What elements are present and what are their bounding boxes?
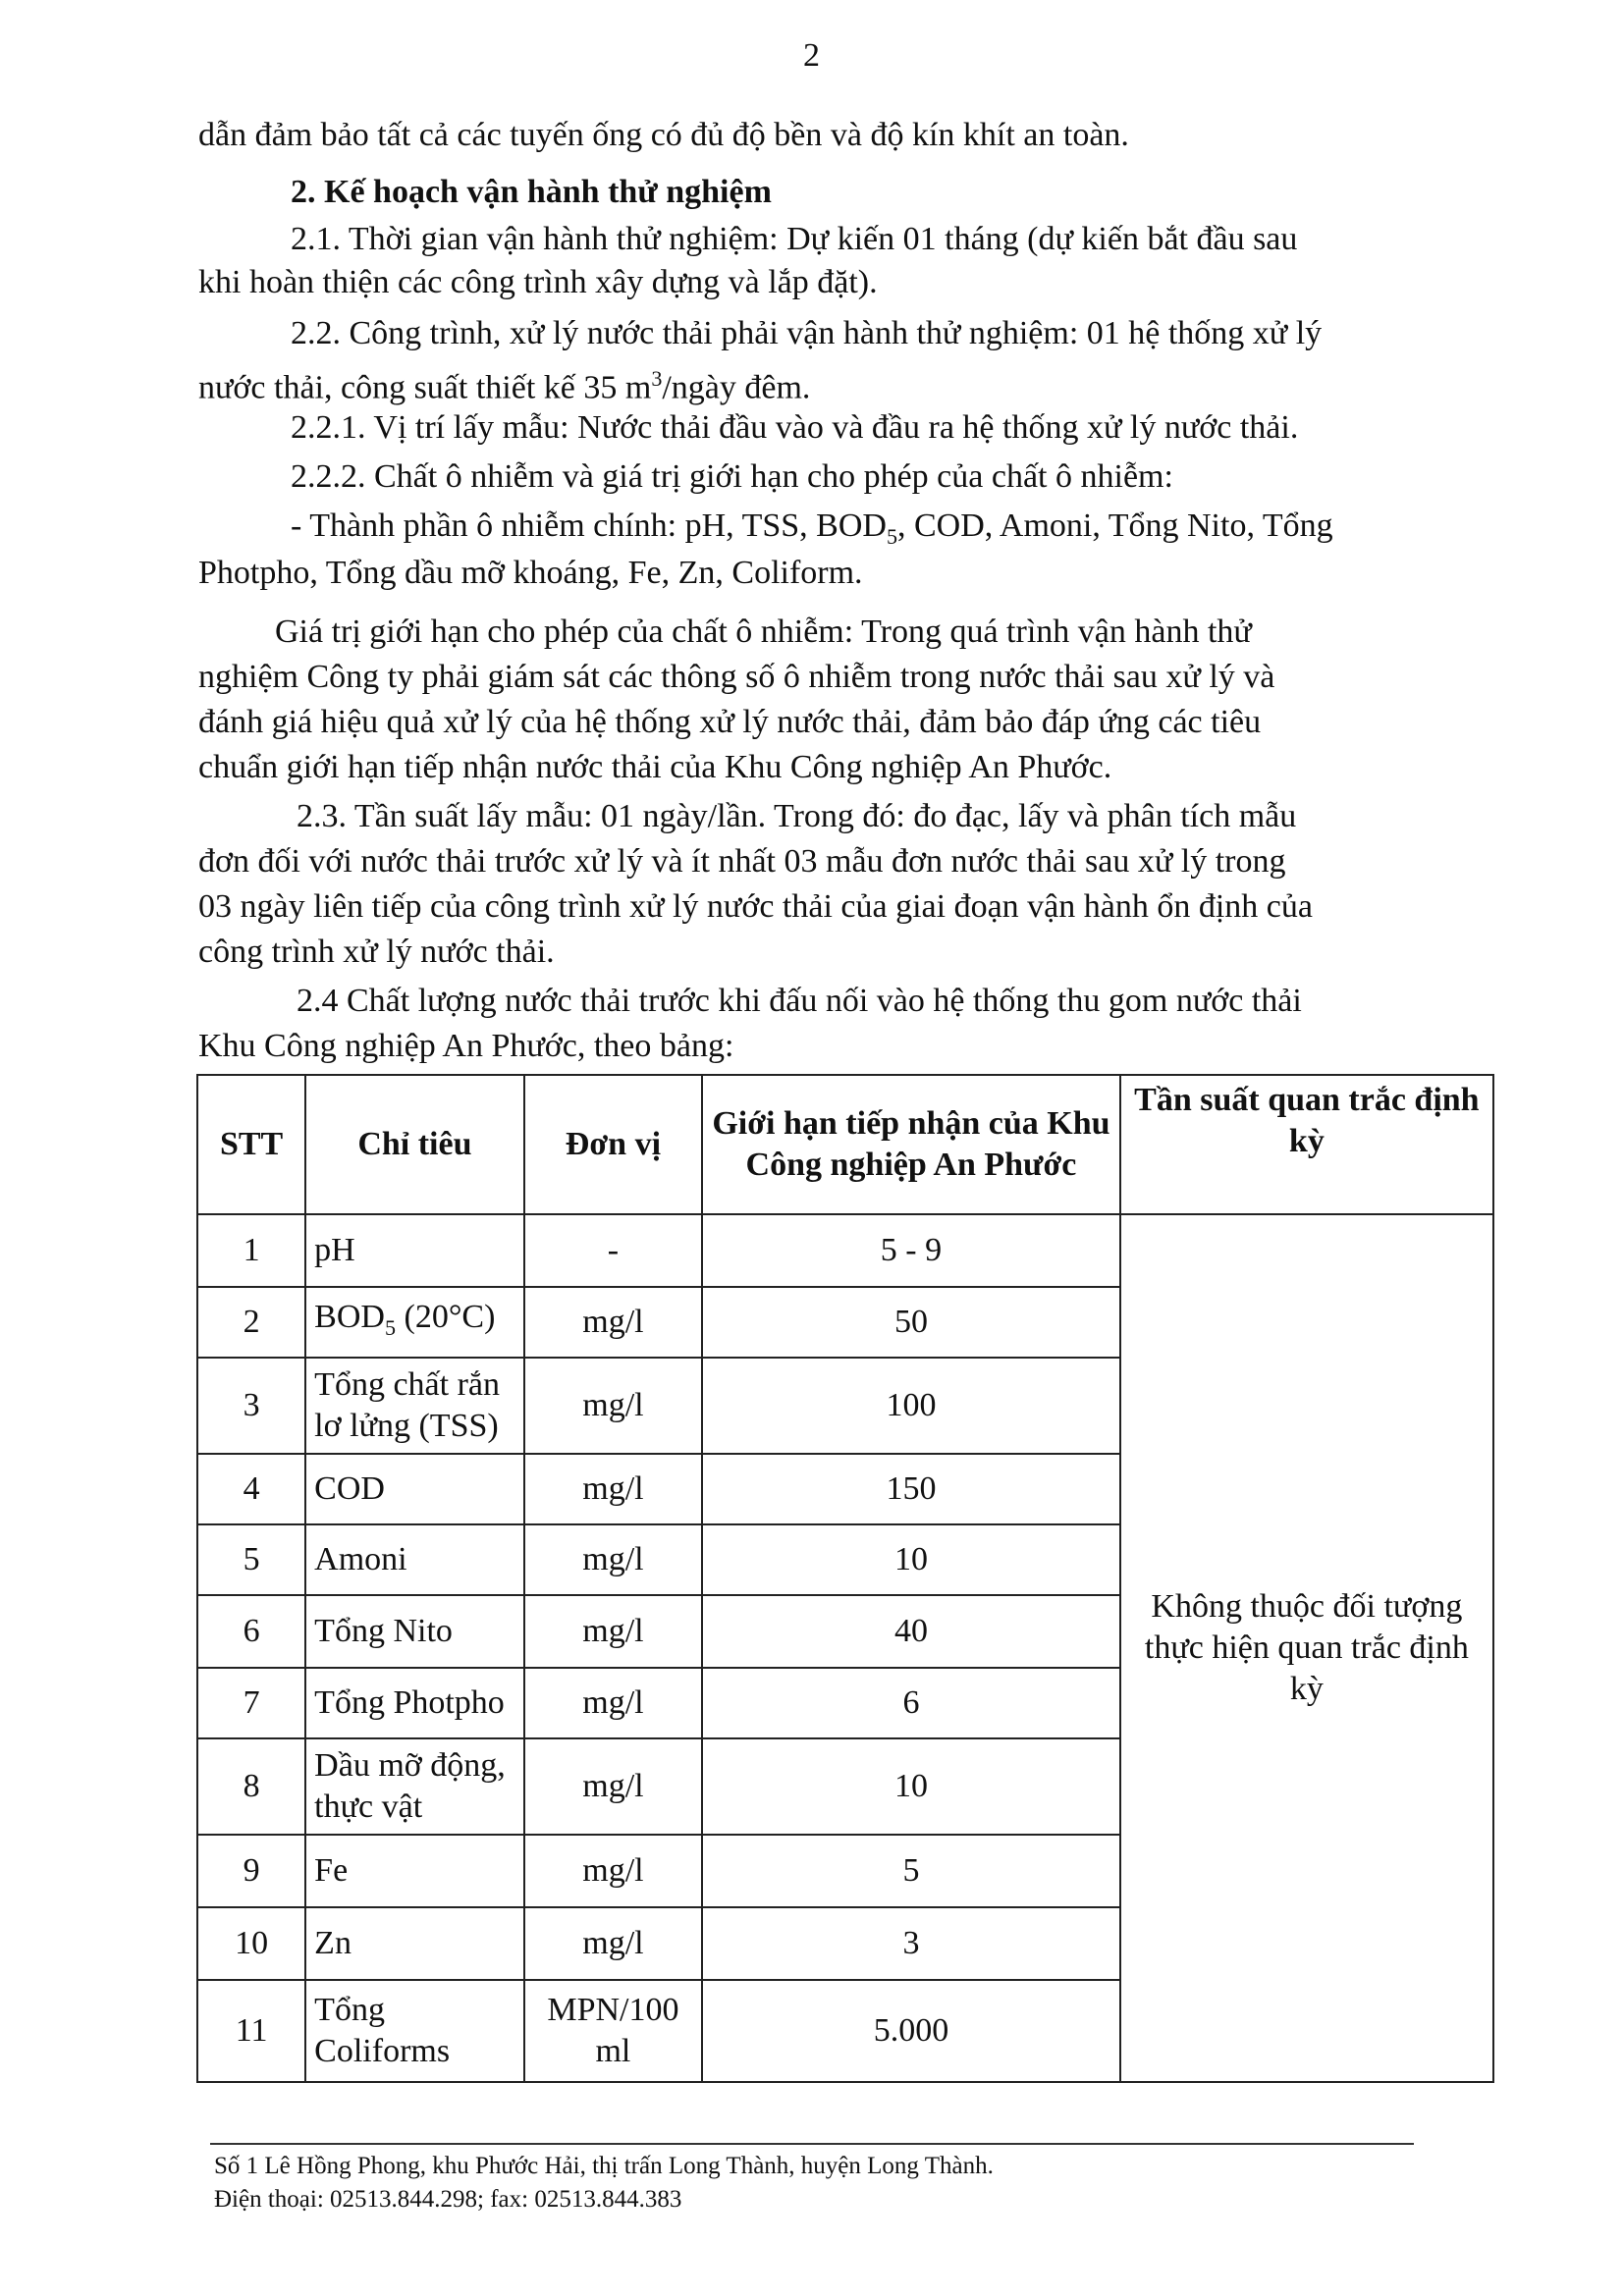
cell-chi-tieu: COD [305,1454,524,1524]
cell-chi-tieu: Tổng chất rắn lơ lửng (TSS) [305,1358,524,1454]
page-number: 2 [803,37,820,74]
cell-gioi-han: 3 [702,1907,1120,1980]
header-chi-tieu: Chỉ tiêu [305,1075,524,1214]
cell-chi-tieu: Tổng Nito [305,1595,524,1668]
cell-don-vi: - [524,1214,702,1287]
cell-chi-tieu: Fe [305,1835,524,1907]
paragraph-line: 2.2.1. Vị trí lấy mẫu: Nước thải đầu vào và đầu ra hệ thống xử lý nước thải. [291,409,1299,446]
cell-don-vi: mg/l [524,1524,702,1595]
limits-table [196,1074,1494,2083]
cell-stt: 8 [197,1738,305,1835]
section-heading: 2. Kế hoạch vận hành thử nghiệm [291,174,772,210]
cell-chi-tieu: Tổng Photpho [305,1668,524,1738]
cell-stt: 3 [197,1358,305,1454]
cell-stt: 10 [197,1907,305,1980]
cell-don-vi: mg/l [524,1454,702,1524]
footer-contact: Điện thoại: 02513.844.298; fax: 02513.844.383 [214,2186,682,2213]
cell-gioi-han: 5 [702,1835,1120,1907]
cell-stt: 5 [197,1524,305,1595]
paragraph-line: - Thành phần ô nhiễm chính: pH, TSS, $BOD_5$, COD, Amoni, Tổng Nito, Tổng [291,507,1333,549]
cell-gioi-han: 6 [702,1668,1120,1738]
cell-gioi-han: 5.000 [702,1980,1120,2082]
cell-gioi-han: 100 [702,1358,1120,1454]
cell-don-vi: mg/l [524,1835,702,1907]
header-tan-suat: Tần suất quan trắc định kỳ [1120,1075,1493,1214]
paragraph-line: Khu Công nghiệp An Phước, theo bảng: [198,1028,734,1064]
footer-divider [210,2143,1414,2145]
paragraph-line: 2.4 Chất lượng nước thải trước khi đấu nối vào hệ thống thu gom nước thải [297,983,1302,1019]
paragraph-line: khi hoàn thiện các công trình xây dựng và lắp đặt). [198,264,878,300]
cell-stt: 2 [197,1287,305,1358]
cell-stt: 4 [197,1454,305,1524]
paragraph-line: dẫn đảm bảo tất cả các tuyến ống có đủ độ bền và độ kín khít an toàn. [198,117,1129,153]
cell-gioi-han: 10 [702,1738,1120,1835]
cell-stt: 1 [197,1214,305,1287]
cell-chi-tieu: pH [305,1214,524,1287]
paragraph-line: nghiệm Công ty phải giám sát các thông số ô nhiễm trong nước thải sau xử lý và [198,659,1275,695]
cell-stt: 9 [197,1835,305,1907]
cell-stt: 6 [197,1595,305,1668]
cell-gioi-han: 40 [702,1595,1120,1668]
cell-chi-tieu: Zn [305,1907,524,1980]
cell-don-vi: mg/l [524,1738,702,1835]
cell-chi-tieu: Dầu mỡ động, thực vật [305,1738,524,1835]
paragraph-line: đánh giá hiệu quả xử lý của hệ thống xử lý nước thải, đảm bảo đáp ứng các tiêu [198,704,1262,740]
frequency-note: Không thuộc đối tượng thực hiện quan trắc định kỳ [1120,1214,1493,2082]
paragraph-line: 2.2. Công trình, xử lý nước thải phải vận hành thử nghiệm: 01 hệ thống xử lý [291,315,1323,351]
cell-gioi-han: 10 [702,1524,1120,1595]
paragraph-line: đơn đối với nước thải trước xử lý và ít nhất 03 mẫu đơn nước thải sau xử lý trong [198,843,1286,880]
table-row [197,1214,1493,1287]
paragraph-line: công trình xử lý nước thải. [198,934,555,970]
paragraph-line: Giá trị giới hạn cho phép của chất ô nhiễm: Trong quá trình vận hành thử [275,614,1252,650]
cell-don-vi: mg/l [524,1287,702,1358]
cell-gioi-han: 5 - 9 [702,1214,1120,1287]
cell-don-vi: mg/l [524,1358,702,1454]
cell-gioi-han: 50 [702,1287,1120,1358]
table-header-row [197,1075,1493,1214]
cell-gioi-han: 150 [702,1454,1120,1524]
paragraph-line: 03 ngày liên tiếp của công trình xử lý nước thải của giai đoạn vận hành ổn định của [198,888,1313,925]
header-gioi-han: Giới hạn tiếp nhận của Khu Công nghiệp An Phước [702,1075,1120,1214]
header-stt: STT [197,1075,305,1214]
paragraph-line: 2.1. Thời gian vận hành thử nghiệm: Dự kiến 01 tháng (dự kiến bắt đầu sau [291,221,1298,257]
paragraph-line: 2.3. Tần suất lấy mẫu: 01 ngày/lần. Trong đó: đo đạc, lấy và phân tích mẫu [297,798,1297,834]
cell-don-vi: MPN/100 ml [524,1980,702,2082]
header-don-vi: Đơn vị [524,1075,702,1214]
footer-address: Số 1 Lê Hồng Phong, khu Phước Hải, thị trấn Long Thành, huyện Long Thành. [214,2153,994,2179]
paragraph-line: 2.2.2. Chất ô nhiễm và giá trị giới hạn cho phép của chất ô nhiễm: [291,458,1173,495]
cell-chi-tieu: Tổng Coliforms [305,1980,524,2082]
paragraph-line: chuẩn giới hạn tiếp nhận nước thải của Khu Công nghiệp An Phước. [198,749,1112,785]
paragraph-line: Photpho, Tổng dầu mỡ khoáng, Fe, Zn, Coliform. [198,555,863,591]
cell-stt: 11 [197,1980,305,2082]
cell-don-vi: mg/l [524,1668,702,1738]
cell-chi-tieu: $BOD_5$ (20°C) [305,1287,524,1358]
paragraph-line: nước thải, công suất thiết kế 35 $m^3$/ngày đêm. [198,366,811,406]
cell-don-vi: mg/l [524,1907,702,1980]
cell-don-vi: mg/l [524,1595,702,1668]
cell-stt: 7 [197,1668,305,1738]
cell-chi-tieu: Amoni [305,1524,524,1595]
